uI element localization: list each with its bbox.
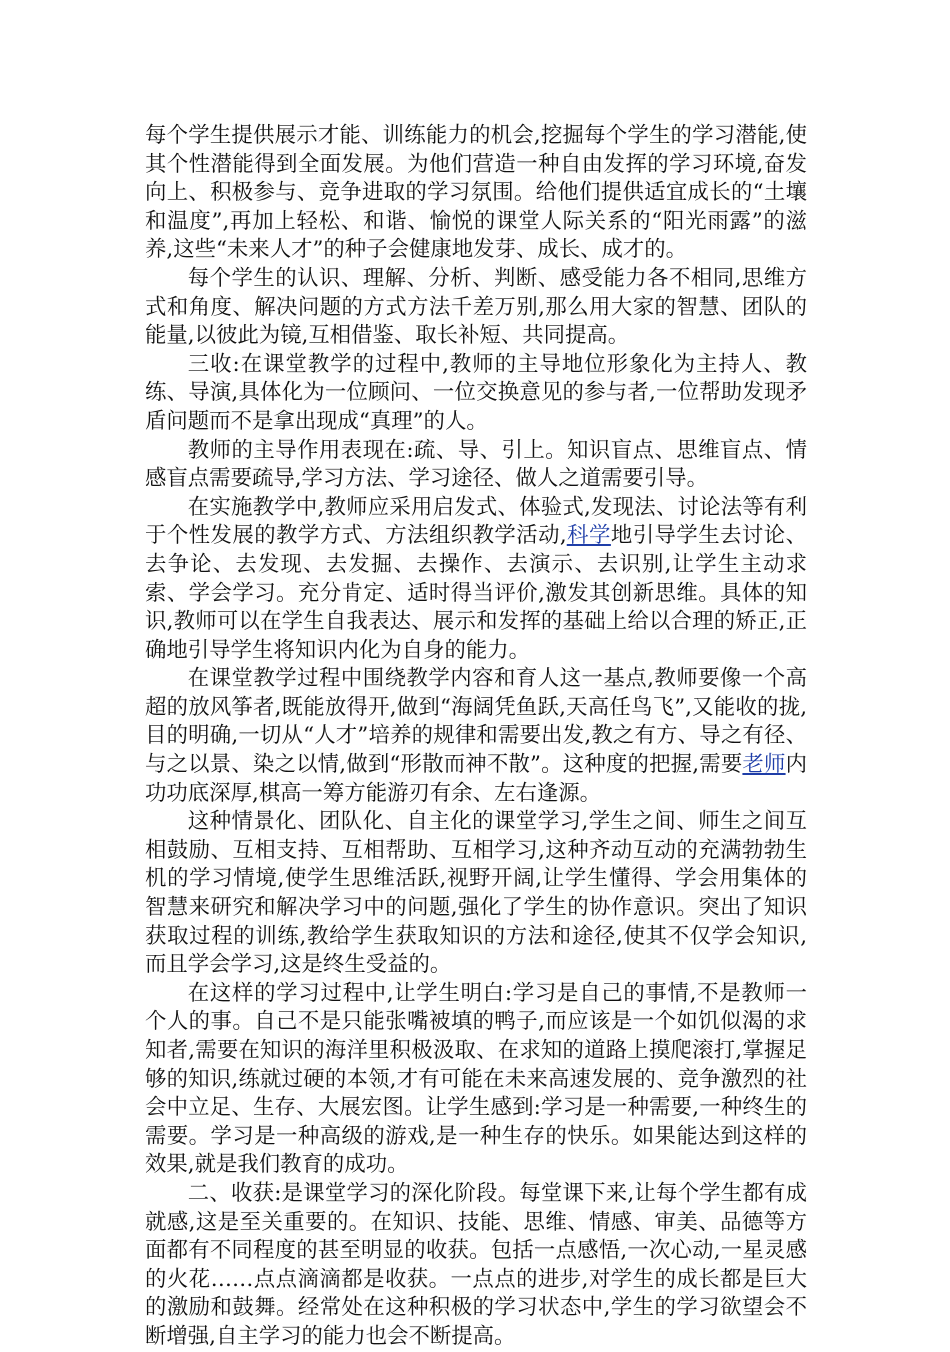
paragraph-5: [145, 494, 807, 666]
paragraph-7: 这种情景化、团队化、自主化的课堂学习,学生之间、师生之间互相鼓励、互相支持、互相帮助、互相学习,这种齐动互动的充满勃勃生机的学习情境,使学生思维活跃,视野开阔,让学生懂得、学会用集体的智慧来研究和解决学习中的问题,强化了学生的协作意识。突出了知识获取过程的训练,教给学生获取知识的方法和途径,使其不仅学会知识,而且学会学习,这是终生受益的。: [145, 809, 807, 978]
paragraph-3: 三收:在课堂教学的过程中,教师的主导地位形象化为主持人、教练、导演,具体化为一位顾问、一位交换意见的参与者,一位帮助发现矛盾问题而不是拿出现成“真理”的人。: [145, 351, 807, 434]
paragraph-8: 在这样的学习过程中,让学生明白:学习是自己的事情,不是教师一个人的事。自己不是只能张嘴被填的鸭子,而应该是一个如饥似渴的求知者,需要在知识的海洋里积极汲取、在求知的道路上摸爬滚打,掌握足够的知识,练就过硬的本领,才有可能在未来高速发展的、竞争激烈的社会中立足、生存、大展宏图。让学生感到:学习是一种需要,一种终生的需要。学习是一种高级的游戏,是一种生存的快乐。如果能达到这样的效果,就是我们教育的成功。: [145, 980, 807, 1178]
paragraph-4: 教师的主导作用表现在:疏、导、引上。知识盲点、思维盲点、情感盲点需要疏导,学习方法、学习途径、做人之道需要引导。: [145, 437, 807, 492]
paragraph-2: 每个学生的认识、理解、分析、判断、感受能力各不相同,思维方式和角度、解决问题的方式方法千差万别,那么用大家的智慧、团队的能量,以彼此为镜,互相借鉴、取长补短、共同提高。: [145, 265, 807, 349]
paragraph-6: [145, 665, 807, 808]
link-science[interactable]: 科学: [566, 523, 611, 549]
link-teacher[interactable]: 老师: [742, 752, 786, 778]
paragraph-5-text-after: 地引导学生去讨论、去争论、去发现、去发掘、去操作、去演示、去识别,让学生主动求索、学会学习。充分肯定、适时得当评价,激发其创新思维。具体的知识,教师可以在学生自我表达、展示和发挥的基础上给以合理的矫正,正确地引导学生将知识内化为自身的能力。: [145, 523, 807, 663]
paragraph-9: 二、收获:是课堂学习的深化阶段。每堂课下来,让每个学生都有成就感,这是至关重要的。在知识、技能、思维、情感、审美、品德等方面都有不同程度的甚至明显的收获。包括一点感悟,一次心动,一星灵感的火花……点点滴滴都是收获。一点点的进步,对学生的成长都是巨大的激励和鼓舞。经常处在这种积极的学习状态中,学生的学习欲望会不断增强,自主学习的能力也会不断提高。: [145, 1180, 807, 1349]
document-page: [145, 122, 807, 1352]
paragraph-6-text-after: 内功功底深厚,棋高一筹方能游刃有余、左右逢源。: [145, 752, 807, 806]
paragraph-5-text-before: 在实施教学中,教师应采用启发式、体验式,发现法、讨论法等有利于个性发展的教学方式、方法组织教学活动,: [145, 494, 807, 549]
paragraph-1: 每个学生提供展示才能、训练能力的机会,挖掘每个学生的学习潜能,使其个性潜能得到全面发展。为他们营造一种自由发挥的学习环境,奋发向上、积极参与、竞争进取的学习氛围。给他们提供适宜成长的“土壤和温度”,再加上轻松、和谐、愉悦的课堂人际关系的“阳光雨露”的滋养,这些“未来人才”的种子会健康地发芽、成长、成才的。: [145, 123, 807, 263]
paragraph-6-text-before: 在课堂教学过程中围绕教学内容和育人这一基点,教师要像一个高超的放风筝者,既能放得开,做到“海阔凭鱼跃,天高任鸟飞”,又能收的拢,目的明确,一切从“人才”培养的规律和需要出发,教之有方、导之有径、与之以景、染之以情,做到“形散而神不散”。这种度的把握,需要: [145, 666, 807, 778]
